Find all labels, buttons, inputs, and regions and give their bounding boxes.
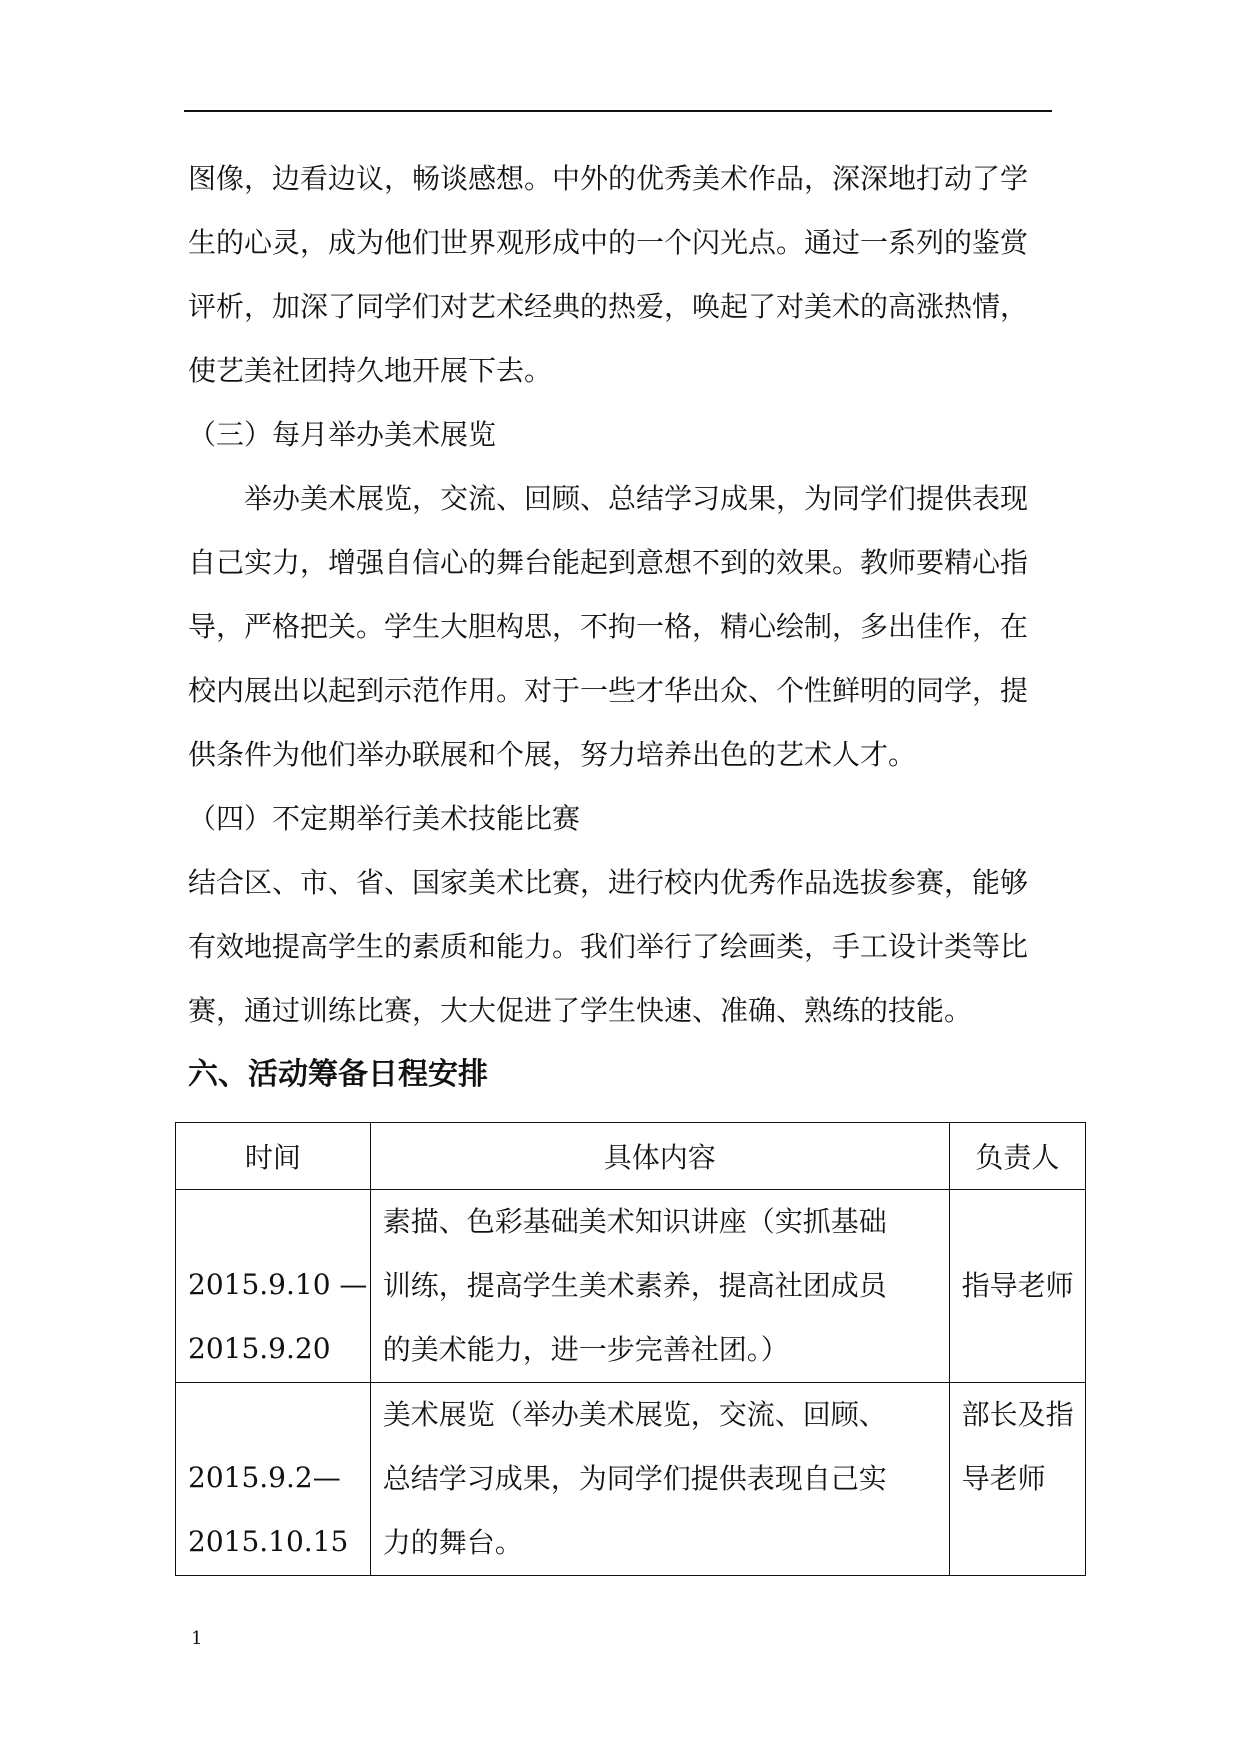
owner-cell <box>949 1383 1085 1576</box>
time-cell <box>176 1383 371 1576</box>
time-cell <box>176 1190 371 1383</box>
time-end: 2015.10.15 <box>188 1525 349 1558</box>
table-row <box>176 1383 1086 1576</box>
text-line: 赛，通过训练比赛，大大促进了学生快速、准确、熟练的技能。 <box>188 994 973 1027</box>
subheading-competition: （四）不定期举行美术技能比赛 <box>188 802 581 835</box>
text-line: 评析，加深了同学们对艺术经典的热爱，唤起了对美术的高涨热情， <box>188 290 1029 323</box>
header-rule <box>184 110 1052 112</box>
text-line: 举办美术展览，交流、回顾、总结学习成果，为同学们提供表现 <box>244 482 1029 515</box>
owner-cell <box>949 1190 1085 1383</box>
owner-line: 指导老师 <box>961 1269 1074 1302</box>
page-number: 1 <box>191 1628 203 1649</box>
text-line: 有效地提高学生的素质和能力。我们举行了绘画类，手工设计类等比 <box>188 930 1029 963</box>
header-owner: 负责人 <box>949 1123 1085 1190</box>
text-line: 自己实力，增强自信心的舞台能起到意想不到的效果。教师要精心指 <box>188 546 1029 579</box>
table-header-row <box>176 1123 1086 1190</box>
text-line: 使艺美社团持久地开展下去。 <box>188 354 553 387</box>
content-cell <box>370 1190 949 1383</box>
content-line: 素描、色彩基础美术知识讲座（实抓基础 <box>382 1205 887 1238</box>
text-line: 导，严格把关。学生大胆构思，不拘一格，精心绘制，多出佳作，在 <box>188 610 1029 643</box>
time-start: 2015.9.10 — <box>188 1268 368 1301</box>
time-end: 2015.9.20 <box>188 1332 331 1365</box>
content-line: 力的舞台。 <box>382 1526 523 1559</box>
text-line: 图像，边看边议，畅谈感想。中外的优秀美术作品，深深地打动了学 <box>188 162 1029 195</box>
paragraph-intro <box>188 147 1050 403</box>
content-line: 美术展览（举办美术展览，交流、回顾、 <box>382 1398 887 1431</box>
header-time: 时间 <box>176 1123 371 1190</box>
table-row <box>176 1190 1086 1383</box>
content-line: 训练，提高学生美术素养，提高社团成员 <box>382 1269 887 1302</box>
schedule-table <box>175 1122 1086 1576</box>
subheading-exhibition: （三）每月举办美术展览 <box>188 418 497 451</box>
text-line: 生的心灵，成为他们世界观形成中的一个闪光点。通过一系列的鉴赏 <box>188 226 1029 259</box>
section-heading: 六、活动筹备日程安排 <box>188 1057 488 1092</box>
owner-line: 导老师 <box>961 1462 1046 1495</box>
paragraph-competition <box>188 851 1050 1043</box>
paragraph-exhibition <box>188 467 1050 787</box>
text-line: 校内展出以起到示范作用。对于一些才华出众、个性鲜明的同学，提 <box>188 674 1029 707</box>
owner-line: 部长及指 <box>961 1398 1074 1431</box>
content-cell <box>370 1383 949 1576</box>
time-start: 2015.9.2— <box>188 1461 341 1494</box>
header-content: 具体内容 <box>370 1123 949 1190</box>
text-line: 结合区、市、省、国家美术比赛，进行校内优秀作品选拔参赛，能够 <box>188 866 1029 899</box>
document-body <box>188 147 1050 1107</box>
content-line: 的美术能力，进一步完善社团。） <box>382 1333 789 1366</box>
content-line: 总结学习成果，为同学们提供表现自己实 <box>382 1462 887 1495</box>
text-line: 供条件为他们举办联展和个展，努力培养出色的艺术人才。 <box>188 738 917 771</box>
